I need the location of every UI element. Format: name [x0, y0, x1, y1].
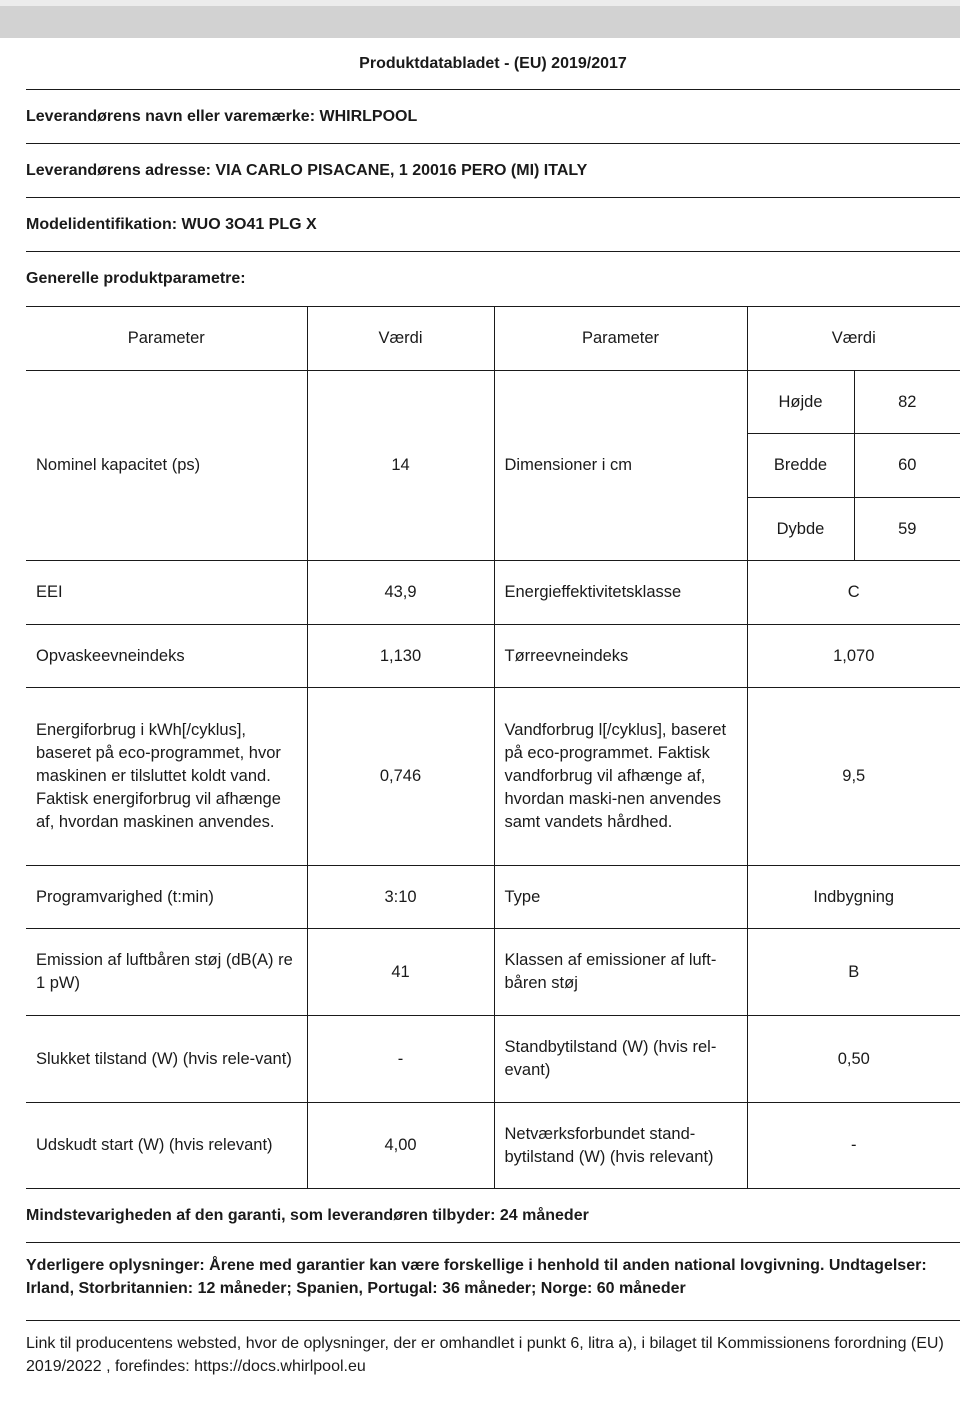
table-row	[26, 1016, 960, 1103]
header-parameter-1: Parameter	[26, 307, 307, 371]
browser-top-bar	[0, 0, 960, 38]
table-row	[26, 1103, 960, 1189]
standby-label: Standbytilstand (W) (hvis rel-evant)	[494, 1016, 747, 1103]
width-label: Bredde	[747, 434, 854, 498]
water-consumption-label: Vandforbrug l[/cyklus], baseret på eco-programmet. Faktisk vandforbrug vil afhænge af, hvordan maski-nen anvendes samt vandets hårdhed.	[494, 688, 747, 866]
header-value-2: Værdi	[747, 307, 960, 371]
document-title: Produktdatabladet - (EU) 2019/2017	[26, 38, 960, 90]
table-header-row	[26, 307, 960, 371]
header-value-1: Værdi	[307, 307, 494, 371]
noise-label: Emission af luftbåren støj (dB(A) re 1 pW)	[26, 929, 307, 1016]
height-label: Højde	[747, 371, 854, 434]
table-row	[26, 866, 960, 929]
noise-value: 41	[307, 929, 494, 1016]
table-row	[26, 625, 960, 688]
duration-label: Programvarighed (t:min)	[26, 866, 307, 929]
depth-value: 59	[854, 498, 960, 561]
drying-index-value: 1,070	[747, 625, 960, 688]
delay-start-label: Udskudt start (W) (hvis relevant)	[26, 1103, 307, 1189]
warranty-line: Mindstevarigheden af den garanti, som leverandøren tilbyder: 24 måneder	[26, 1189, 960, 1243]
capacity-value: 14	[307, 371, 494, 561]
table-row	[26, 561, 960, 625]
standby-value: 0,50	[747, 1016, 960, 1103]
off-mode-value: -	[307, 1016, 494, 1103]
additional-info: Yderligere oplysninger: Årene med garantier kan være forskellige i henhold til anden national lovgivning. Undtagelser: Irland, Storbritannien: 12 måneder; Spanien, Portugal: 36 måneder; Norge: 60 måneder	[26, 1243, 960, 1321]
cleaning-index-value: 1,130	[307, 625, 494, 688]
capacity-label: Nominel kapacitet (ps)	[26, 371, 307, 561]
energy-class-label: Energieffektivitetsklasse	[494, 561, 747, 625]
eei-value: 43,9	[307, 561, 494, 625]
type-label: Type	[494, 866, 747, 929]
drying-index-label: Tørreevneindeks	[494, 625, 747, 688]
table-row	[26, 929, 960, 1016]
duration-value: 3:10	[307, 866, 494, 929]
manufacturer-link-text: Link til producentens websted, hvor de oplysninger, der er omhandlet i punkt 6, litra a), i bilaget til Kommissionens forordning (EU) 2019/2022 , forefindes: https://docs.whirlpool.eu	[26, 1335, 944, 1375]
product-data-sheet	[26, 38, 960, 1378]
parameters-table	[26, 306, 960, 1189]
depth-label: Dybde	[747, 498, 854, 561]
type-value: Indbygning	[747, 866, 960, 929]
cleaning-index-label: Opvaskeevneindeks	[26, 625, 307, 688]
general-params-heading: Generelle produktparametre:	[26, 270, 246, 287]
table-row	[26, 371, 960, 434]
supplier-address: Leverandørens adresse: VIA CARLO PISACANE, 1 20016 PERO (MI) ITALY	[26, 144, 960, 198]
table-row	[26, 688, 960, 866]
model-identifier: Modelidentifikation: WUO 3O41 PLG X	[26, 198, 960, 252]
network-standby-value: -	[747, 1103, 960, 1189]
dimensions-label: Dimensioner i cm	[494, 371, 747, 561]
noise-class-label: Klassen af emissioner af luft-båren støj	[494, 929, 747, 1016]
width-value: 60	[854, 434, 960, 498]
eei-label: EEI	[26, 561, 307, 625]
water-consumption-value: 9,5	[747, 688, 960, 866]
delay-start-value: 4,00	[307, 1103, 494, 1189]
energy-consumption-label: Energiforbrug i kWh[/cyklus], baseret på eco-programmet, hvor maskinen er tilsluttet koldt vand. Faktisk energiforbrug vil afhænge af, hvordan maskinen anvendes.	[26, 688, 307, 866]
energy-class-value: C	[747, 561, 960, 625]
network-standby-label: Netværksforbundet stand-bytilstand (W) (hvis relevant)	[494, 1103, 747, 1189]
energy-consumption-value: 0,746	[307, 688, 494, 866]
supplier-name: Leverandørens navn eller varemærke: WHIRLPOOL	[26, 90, 960, 144]
header-parameter-2: Parameter	[494, 307, 747, 371]
noise-class-value: B	[747, 929, 960, 1016]
height-value: 82	[854, 371, 960, 434]
off-mode-label: Slukket tilstand (W) (hvis rele-vant)	[26, 1016, 307, 1103]
